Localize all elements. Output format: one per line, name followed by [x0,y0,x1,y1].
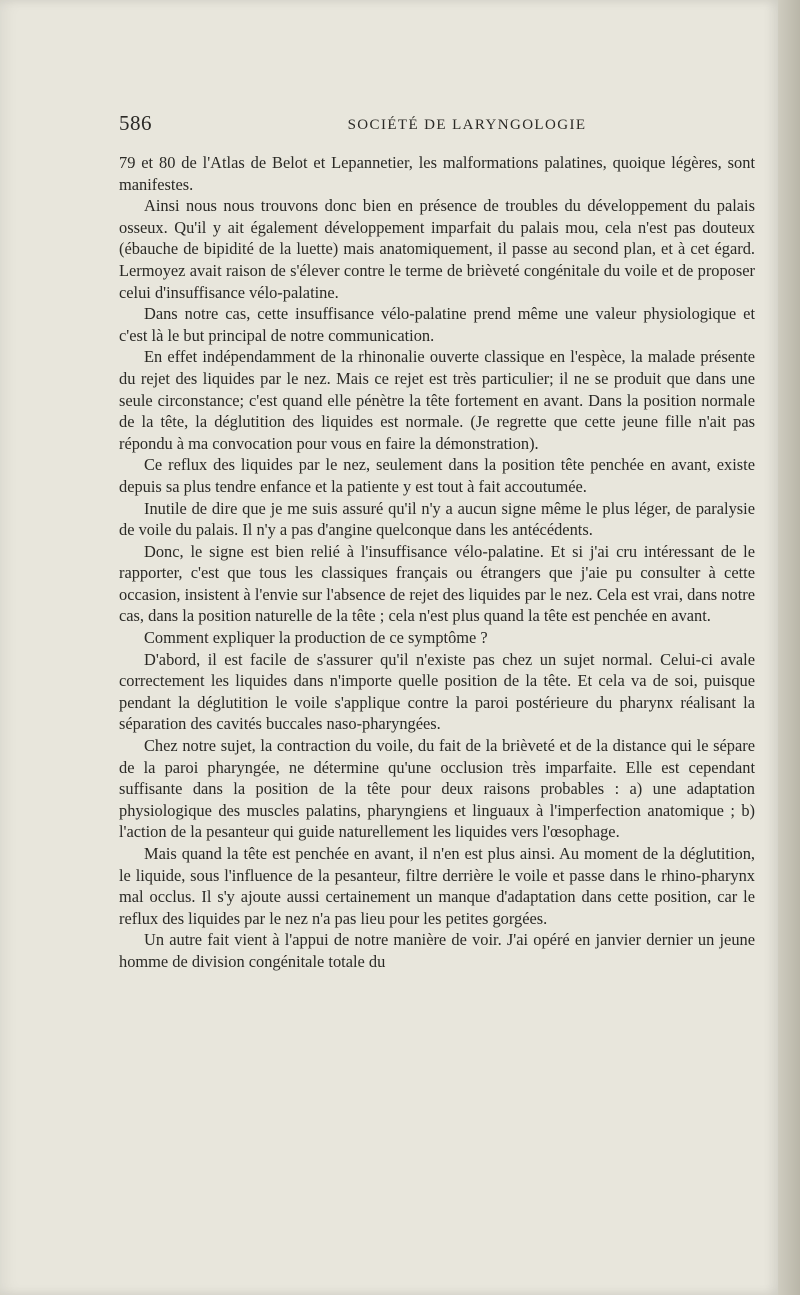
page-header [119,111,755,141]
paragraph: D'abord, il est facile de s'assurer qu'il n'existe pas chez un sujet normal. Celui-ci avale correctement les liquides dans n'importe quelle position de la tête. Et cela va de soi, puisque pendant la déglutition le voile s'applique contre la paroi postérieure du pharynx réalisant la séparation des cavités buccales naso-pharyngées. [119,649,755,734]
paragraph: Mais quand la tête est penchée en avant, il n'en est plus ainsi. Au moment de la déglutition, le liquide, sous l'influence de la pesanteur, filtre derrière le voile et passe dans le rhino-pharynx mal occlus. Il s'y ajoute aussi certainement un manque d'adaptation dans cette position, car le reflux des liquides par le nez n'a pas lieu pour les petites gorgées. [119,844,755,928]
paragraph: Inutile de dire que je me suis assuré qu'il n'y a aucun signe même le plus léger, de paralysie de voile du palais. Il n'y a pas d'angine quelconque dans les antécédents. [119,498,755,540]
paragraph: Ce reflux des liquides par le nez, seulement dans la position tête penchée en avant, existe depuis sa plus tendre enfance et la patiente y est tout à fait accoutumée. [119,455,755,496]
page-number: 586 [119,111,152,135]
running-title: SOCIÉTÉ DE LARYNGOLOGIE [347,117,587,133]
paragraph: 79 et 80 de l'Atlas de Belot et Lepannetier, les malformations palatines, quoique légères, sont manifestes. [119,153,755,194]
paragraph: Chez notre sujet, la contraction du voile, du fait de la brièveté et de la distance qui le sépare de la paroi pharyngée, ne détermine qu'une occlusion très imparfaite. Elle est cependant suffisante dans la position de la tête pour deux raisons probables : a) une adaptation physiologique des muscles palatins, pharyngiens et linguaux à l'imperfection anatomique ; b) l'action de la pesanteur qui guide naturellement les liquides vers l'œsophage. [119,736,755,842]
paragraph: Donc, le signe est bien relié à l'insuffisance vélo-palatine. Et si j'ai cru intéressant de le rapporter, c'est que tous les classiques français ou étrangers que j'aie pu consulter à cette occasion, insistent à l'envie sur l'absence de rejet des liquides par le nez. Cela est vrai, dans notre cas, dans la position naturelle de la tête ; cela n'est plus quand la tête est penchée en avant. [119,541,755,626]
body-text [119,152,755,973]
paragraph: Ainsi nous nous trouvons donc bien en présence de troubles du développement du palais osseux. Qu'il y ait également développement imparfait du palais mou, cela n'est pas douteux (ébauche de bipidité de la luette) mais anatomiquement, il passe au second plan, et à cet égard. Lermoyez avait raison de s'élever contre le terme de brièveté congénitale du voile et de proposer celui d'insuffisance vélo-palatine. [119,196,755,302]
book-spine-shadow [778,0,800,1295]
paragraph: Un autre fait vient à l'appui de notre manière de voir. J'ai opéré en janvier dernier un jeune homme de division congénitale totale du [119,930,755,971]
paragraph: Comment expliquer la production de ce symptôme ? [144,628,488,648]
paragraph: Dans notre cas, cette insuffisance vélo-palatine prend même une valeur physiologique et c'est là le but principal de notre communication. [119,304,755,345]
paragraph: En effet indépendamment de la rhinonalie ouverte classique en l'espèce, la malade présente du rejet des liquides par le nez. Mais ce rejet est très particulier; il ne se produit que dans une seule circonstance; c'est quand elle pénètre la tête fortement en avant. Dans la position normale de la tête, la déglutition des liquides est normale. (Je regrette que cette jeune fille n'ait pas répondu à ma convocation pour vous en faire la démonstration). [119,347,755,453]
